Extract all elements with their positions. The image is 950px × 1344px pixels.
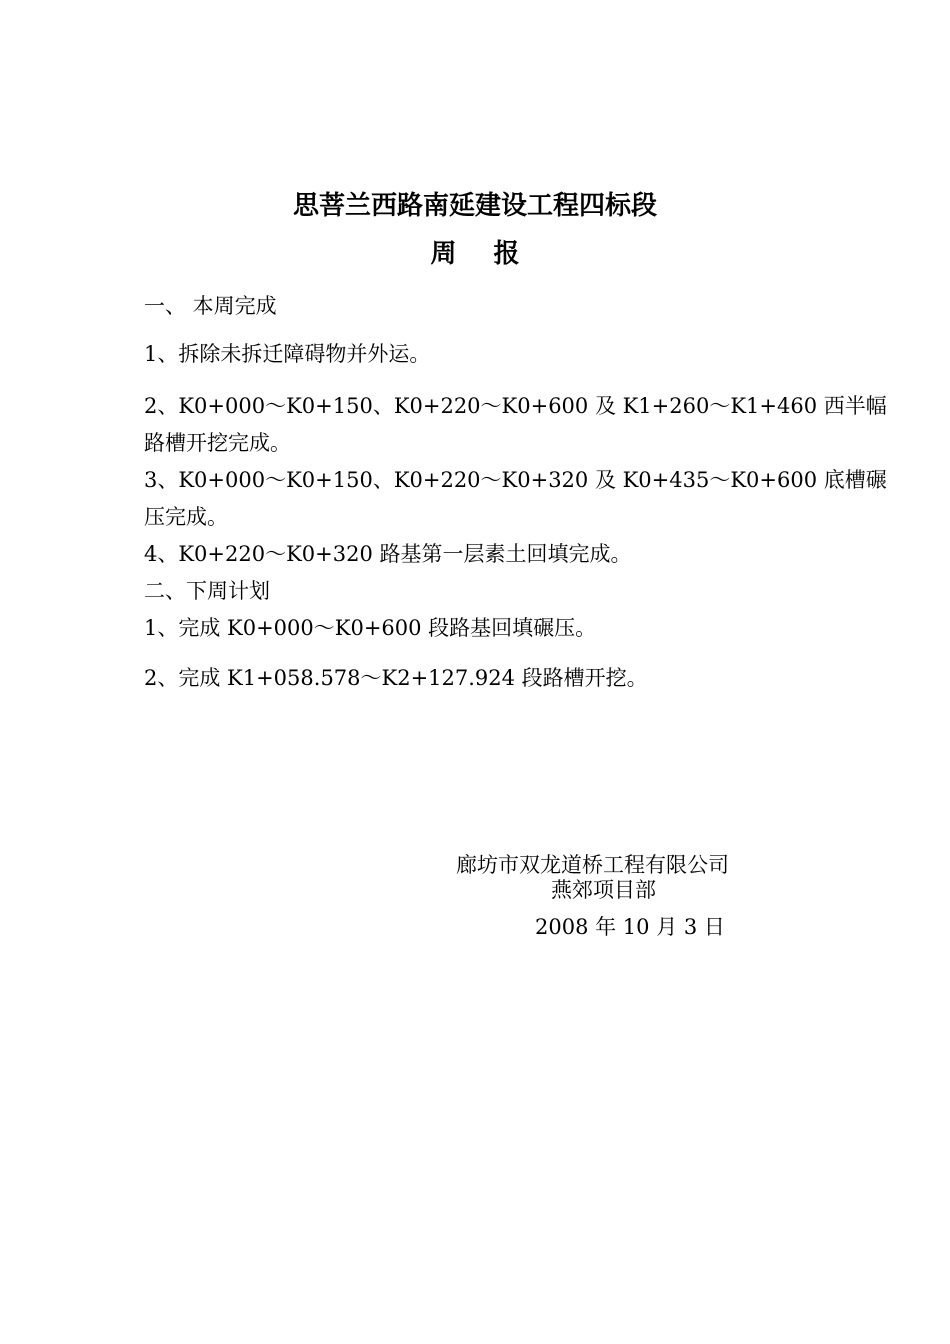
section-heading-planned: 二、下周计划 — [144, 579, 270, 603]
completed-item-3: 3、K0+000～K0+150、K0+220～K0+320 及 K0+435～K0+600 底槽碾 — [144, 468, 887, 492]
completed-item-4: 4、K0+220～K0+320 路基第一层素土回填完成。 — [144, 542, 632, 566]
signature-company: 廊坊市双龙道桥工程有限公司 — [456, 853, 729, 877]
signature-department: 燕郊项目部 — [551, 878, 656, 902]
completed-item-1: 1、拆除未拆迁障碍物并外运。 — [144, 342, 431, 366]
completed-item-3-continued: 压完成。 — [144, 505, 228, 529]
document-title: 思菩兰西路南延建设工程四标段 — [292, 191, 657, 221]
report-body — [144, 288, 887, 708]
planned-item-2: 2、完成 K1+058.578～K2+127.924 段路槽开挖。 — [144, 666, 648, 690]
planned-item-1: 1、完成 K0+000～K0+600 段路基回填碾压。 — [144, 616, 597, 640]
completed-item-2-continued: 路槽开挖完成。 — [144, 431, 291, 455]
document-subtitle: 周 报 — [430, 239, 534, 269]
signature-date: 2008 年 10 月 3 日 — [535, 915, 725, 939]
section-heading-completed: 一、 本周完成 — [144, 294, 277, 318]
completed-item-2: 2、K0+000～K0+150、K0+220～K0+600 及 K1+260～K1+460 西半幅 — [144, 394, 887, 418]
